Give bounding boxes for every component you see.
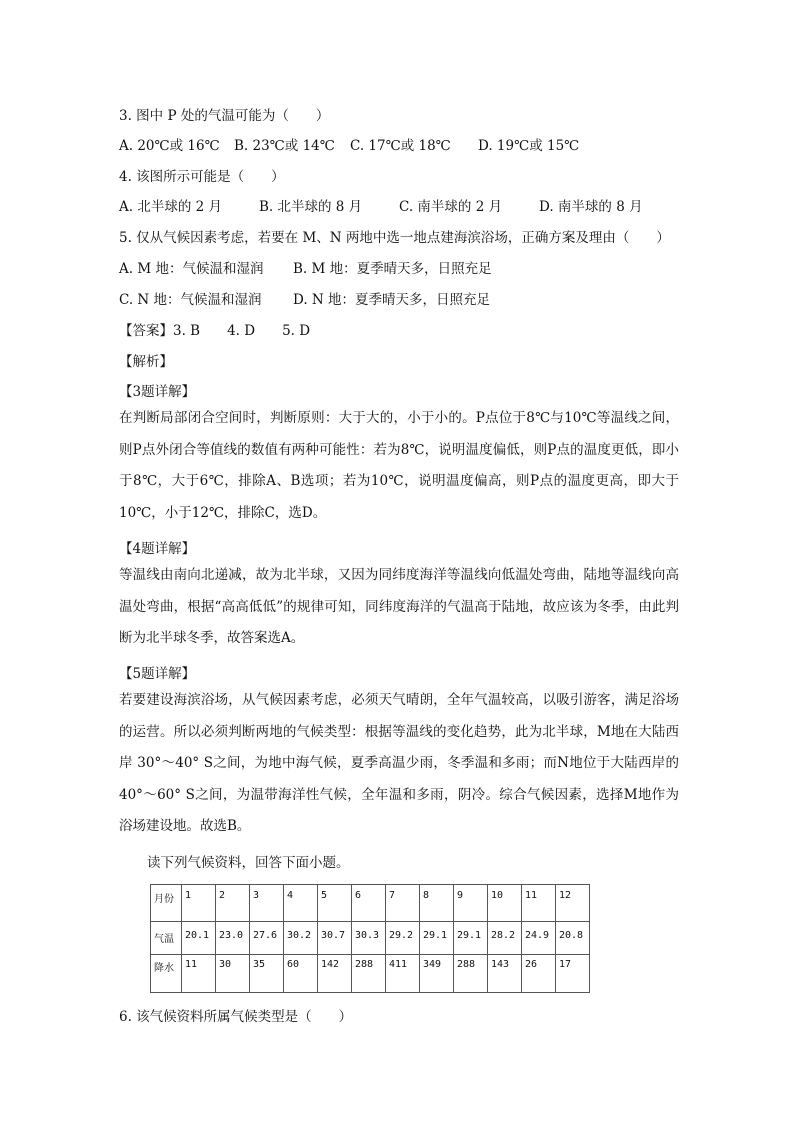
table-cell: 9 bbox=[454, 885, 488, 922]
reading-intro: 读下列气候资料，回答下面小题。 bbox=[147, 855, 350, 871]
table-cell: 7 bbox=[386, 885, 420, 922]
table-cell: 10 bbox=[488, 885, 522, 922]
table-cell: 3 bbox=[250, 885, 284, 922]
table-header-temperature: 气温 bbox=[151, 922, 182, 955]
detail-3-text: 在判断局部闭合空间时，判断原则：大于大的，小于小的。P点位于8℃与10℃等温线之间，则P点外闭合等值线的数值有两种可能性：若为8℃，说明温度偏低，则P点的温度更低，即小于8℃，大于6℃，排除A、B选项；若为10℃，说明温度偏高，则P点的温度更高，即大于10℃，小于12℃，排除C，选D。 bbox=[119, 410, 679, 521]
question-4-option-d: D. 南半球的 8 月 bbox=[539, 199, 643, 215]
question-5-stem: 5. 仅从气候因素考虑，若要在 M、N 两地中选一地点建海滨浴场，正确方案及理由（ ） bbox=[119, 230, 670, 246]
table-cell: 29.2 bbox=[386, 922, 420, 955]
question-3-options bbox=[119, 136, 579, 156]
detail-5-heading: 【5题详解】 bbox=[119, 666, 196, 682]
detail-3-heading: 【3题详解】 bbox=[119, 384, 196, 400]
table-cell: 30.3 bbox=[352, 922, 386, 955]
table-cell: 60 bbox=[284, 955, 318, 993]
table-cell: 29.1 bbox=[420, 922, 454, 955]
question-5-option-d: D. N 地：夏季晴天多，日照充足 bbox=[293, 292, 491, 308]
table-cell: 349 bbox=[420, 955, 454, 993]
question-5-options-row-1 bbox=[119, 259, 492, 279]
detail-4-text: 等温线由南向北递减，故为北半球，又因为同纬度海洋等温线向低温处弯曲，陆地等温线向高温处弯曲，根据“高高低低”的规律可知，同纬度海洋的气温高于陆地，故应该为冬季，由此判断为北半球冬季，故答案选A。 bbox=[119, 567, 679, 646]
question-3-option-a: A. 20℃或 16℃ bbox=[119, 138, 220, 154]
table-row-months bbox=[151, 885, 590, 922]
table-cell: 6 bbox=[352, 885, 386, 922]
table-cell: 35 bbox=[250, 955, 284, 993]
question-3-option-d: D. 19℃或 15℃ bbox=[478, 138, 580, 154]
table-cell: 288 bbox=[352, 955, 386, 993]
question-3-option-c: C. 17℃或 18℃ bbox=[350, 138, 451, 154]
table-cell: 11 bbox=[182, 955, 216, 993]
table-row-temperature bbox=[151, 922, 590, 955]
table-cell: 142 bbox=[318, 955, 352, 993]
table-cell: 20.1 bbox=[182, 922, 216, 955]
table-cell: 11 bbox=[522, 885, 556, 922]
question-4-stem: 4. 该图所示可能是（ ） bbox=[119, 169, 285, 185]
question-5-option-a: A. M 地：气候温和湿润 bbox=[119, 261, 264, 277]
question-6-stem: 6. 该气候资料所属气候类型是（ ） bbox=[119, 1009, 353, 1025]
question-4-option-a: A. 北半球的 2 月 bbox=[119, 199, 223, 215]
table-cell: 30 bbox=[216, 955, 250, 993]
table-header-month: 月份 bbox=[151, 885, 182, 922]
question-3-option-b: B. 23℃或 14℃ bbox=[234, 138, 335, 154]
table-cell: 26 bbox=[522, 955, 556, 993]
table-cell: 20.8 bbox=[556, 922, 590, 955]
table-cell: 288 bbox=[454, 955, 488, 993]
table-cell: 23.0 bbox=[216, 922, 250, 955]
table-cell: 1 bbox=[182, 885, 216, 922]
table-cell: 2 bbox=[216, 885, 250, 922]
table-cell: 30.2 bbox=[284, 922, 318, 955]
table-row-precipitation bbox=[151, 955, 590, 993]
table-cell: 30.7 bbox=[318, 922, 352, 955]
question-4-option-b: B. 北半球的 8 月 bbox=[259, 199, 363, 215]
analysis-label: 【解析】 bbox=[119, 354, 173, 370]
table-cell: 29.1 bbox=[454, 922, 488, 955]
table-cell: 143 bbox=[488, 955, 522, 993]
table-cell: 17 bbox=[556, 955, 590, 993]
question-4-option-c: C. 南半球的 2 月 bbox=[399, 199, 503, 215]
table-cell: 411 bbox=[386, 955, 420, 993]
table-cell: 12 bbox=[556, 885, 590, 922]
answer-line: 【答案】3. B 4. D 5. D bbox=[119, 323, 311, 339]
table-header-precipitation: 降水 bbox=[151, 955, 182, 993]
question-3-stem: 3. 图中 P 处的气温可能为（ ） bbox=[119, 108, 330, 124]
table-cell: 28.2 bbox=[488, 922, 522, 955]
table-cell: 8 bbox=[420, 885, 454, 922]
question-5-option-c: C. N 地：气候温和湿润 bbox=[119, 292, 262, 308]
question-5-options-row-2 bbox=[119, 290, 490, 310]
detail-5-text: 若要建设海滨浴场，从气候因素考虑，必须天气晴朗，全年气温较高，以吸引游客，满足浴场的运营。所以必须判断两地的气候类型：根据等温线的变化趋势，此为北半球，M地在大陆西岸 30°～40° S之间，为地中海气候，夏季高温少雨，冬季温和多雨；而N地位于大陆西岸的 40°～60° S之间，为温带海洋性气候，全年温和多雨，阴冷。综合气候因素，选择M地作为浴场建设地。故选B。 bbox=[119, 692, 679, 834]
question-4-options bbox=[119, 197, 643, 217]
table-cell: 4 bbox=[284, 885, 318, 922]
question-5-option-b: B. M 地：夏季晴天多，日照充足 bbox=[293, 261, 492, 277]
table-cell: 5 bbox=[318, 885, 352, 922]
climate-table bbox=[150, 884, 590, 993]
detail-4-heading: 【4题详解】 bbox=[119, 541, 196, 557]
table-cell: 24.9 bbox=[522, 922, 556, 955]
table-cell: 27.6 bbox=[250, 922, 284, 955]
